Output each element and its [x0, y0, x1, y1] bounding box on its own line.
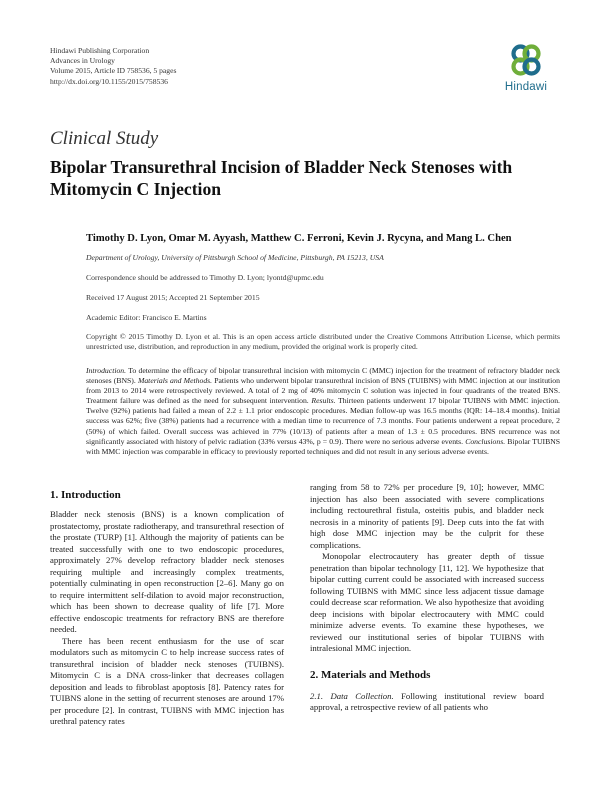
abstract-results-label: Results. [311, 396, 336, 406]
logo-wordmark: Hindawi [504, 81, 548, 93]
journal-name: Advances in Urology [50, 56, 115, 66]
doi-link[interactable]: http://dx.doi.org/10.1155/2015/758536 [50, 76, 168, 86]
abstract-intro-text: To determine the efficacy of bipolar transurethral incision with mitomycin C (MMC) injection for the treatment of refractory bladder neck stenoses (BNS). [86, 366, 560, 386]
volume-info: Volume 2015, Article ID 758536, 5 pages [50, 66, 177, 76]
publisher-name: Hindawi Publishing Corporation [50, 46, 150, 55]
article-title: Bipolar Transurethral Incision of Bladder Neck Stenoses with Mitomycin C Injection [50, 157, 513, 199]
abstract-intro-label: Introduction. [86, 366, 127, 375]
body-paragraph: Monopolar electrocautery has greater depth of tissue penetration than bipolar technology [11, 12]. We hypothesize that bipolar cutting current could be associated with increased success following TUIBNS with MMC since less adjacent tissue damage could decrease scar reformation. We also hypothesize that avoiding deep incisions with bipolar electrocautery with MMC could minimize adverse events. To examine these hypotheses, we reviewed our institutional series of bipolar TUIBNS with intralesional MMC injection. [310, 551, 544, 653]
body-paragraph: Bladder neck stenosis (BNS) is a known complication of prostatectomy, prostate radiotherapy, and transurethral resection of the prostate (TURP) [1]. Although the majority of patients can be treated successfully with one to two endoscopic procedures, approximately 27% develop refractory bladder neck stenoses requiring multiple and increasingly complex treatments, potentially culminating in open reconstruction [2–6]. Many go on to require intermittent self-dilation to avoid major reconstruction, which has been shown to decrease quality of life [7]. More effective endoscopic treatments for refractory BNS are therefore needed. [50, 509, 284, 634]
section-heading-introduction: 1. Introduction [50, 489, 121, 501]
received-accepted-dates: Received 17 August 2015; Accepted 21 September 2015 [86, 293, 260, 302]
body-paragraph: There has been recent enthusiasm for the use of scar modulators such as mitomycin C to help increase success rates of transurethral incision of bladder neck stenoses (TUIBNS). Mitomycin C is a DNA cross-linker that decreases collagen deposition and leads to fibroblast apoptosis [8]. Patency rates for TUIBNS alone in the setting of recurrent stenoses are around 17% per procedure [2]. In contrast, TUIBNS with MMC injection has urethral patency rates [50, 635, 284, 726]
section-heading-methods: 2. Materials and Methods [310, 668, 431, 681]
left-column [50, 483, 284, 728]
hindawi-rings-icon [508, 42, 544, 80]
publication-meta [50, 46, 176, 87]
article-type: Clinical Study [50, 128, 159, 149]
abstract-conclusions-text: Bipolar TUIBNS with MMC injection was comparable in efficacy to previously reported techniques and did not result in any serious adverse events. [86, 436, 561, 456]
body-paragraph [310, 691, 544, 714]
subsection-label: 2.1. Data Collection. [310, 690, 394, 701]
affiliation: Department of Urology, University of Pittsburgh School of Medicine, Pittsburgh, PA 15213, USA [86, 253, 384, 262]
abstract [86, 366, 560, 457]
abstract-methods-label: Materials and Methods. [137, 376, 213, 386]
publisher-logo [497, 42, 555, 93]
body-paragraph: ranging from 58 to 72% per procedure [9, 10]; however, MMC injection has also been associated with severe complications including rectourethral fistula, osteitis pubis, and bladder neck necrosis in a minority of patients [9]. Deep cuts into the fat with high dose MMC injection may be the culprit for these complications. [310, 482, 544, 550]
right-column [310, 482, 544, 714]
abstract-results-text: Thirteen patients underwent 17 bipolar TUIBNS with MMC injection. Twelve (92%) patients had failed a mean of 2.2 ± 1.1 prior endoscopic procedures. Median follow-up was 16.5 months (IQR: 14–18.4 months). Initial success was 62%; five (38%) patients had a recurrence with a median time to recurrence of 7.3 months. Four patients underwent a repeat procedure, 2 (50%) of which failed. Overall success was achieved in 77% (10/13) of patients after a mean of 1.3 ± 0.5 procedures. BNS recurrence was not significantly associated with history of pelvic radiation (33% versus 43%, p = 0.9). There were no serious adverse events. [86, 396, 560, 446]
subsection-text: Following institutional review board approval, a retrospective review of all patients who [310, 690, 544, 712]
abstract-methods-text: Patients who underwent bipolar transurethral incision of BNS (TUIBNS) with MMC injection at our institution from 2013 to 2014 were retrospectively reviewed. A total of 2 mg of 40% mitomycin C solution was injected in four quadrants of the treated BNS. Treatment failure was defined as the need for subsequent intervention. [86, 376, 560, 406]
copyright-notice: Copyright © 2015 Timothy D. Lyon et al. This is an open access article distributed under the Creative Commons Attribution License, which permits unrestricted use, distribution, and reproduction in any medium, provided the original work is properly cited. [86, 332, 560, 351]
academic-editor: Academic Editor: Francisco E. Martins [86, 313, 207, 322]
author-list: Timothy D. Lyon, Omar M. Ayyash, Matthew C. Ferroni, Kevin J. Rycyna, and Mang L. Chen [86, 233, 512, 244]
correspondence: Correspondence should be addressed to Timothy D. Lyon; lyontd@upmc.edu [86, 273, 324, 282]
abstract-conclusions-label: Conclusions. [465, 436, 506, 446]
